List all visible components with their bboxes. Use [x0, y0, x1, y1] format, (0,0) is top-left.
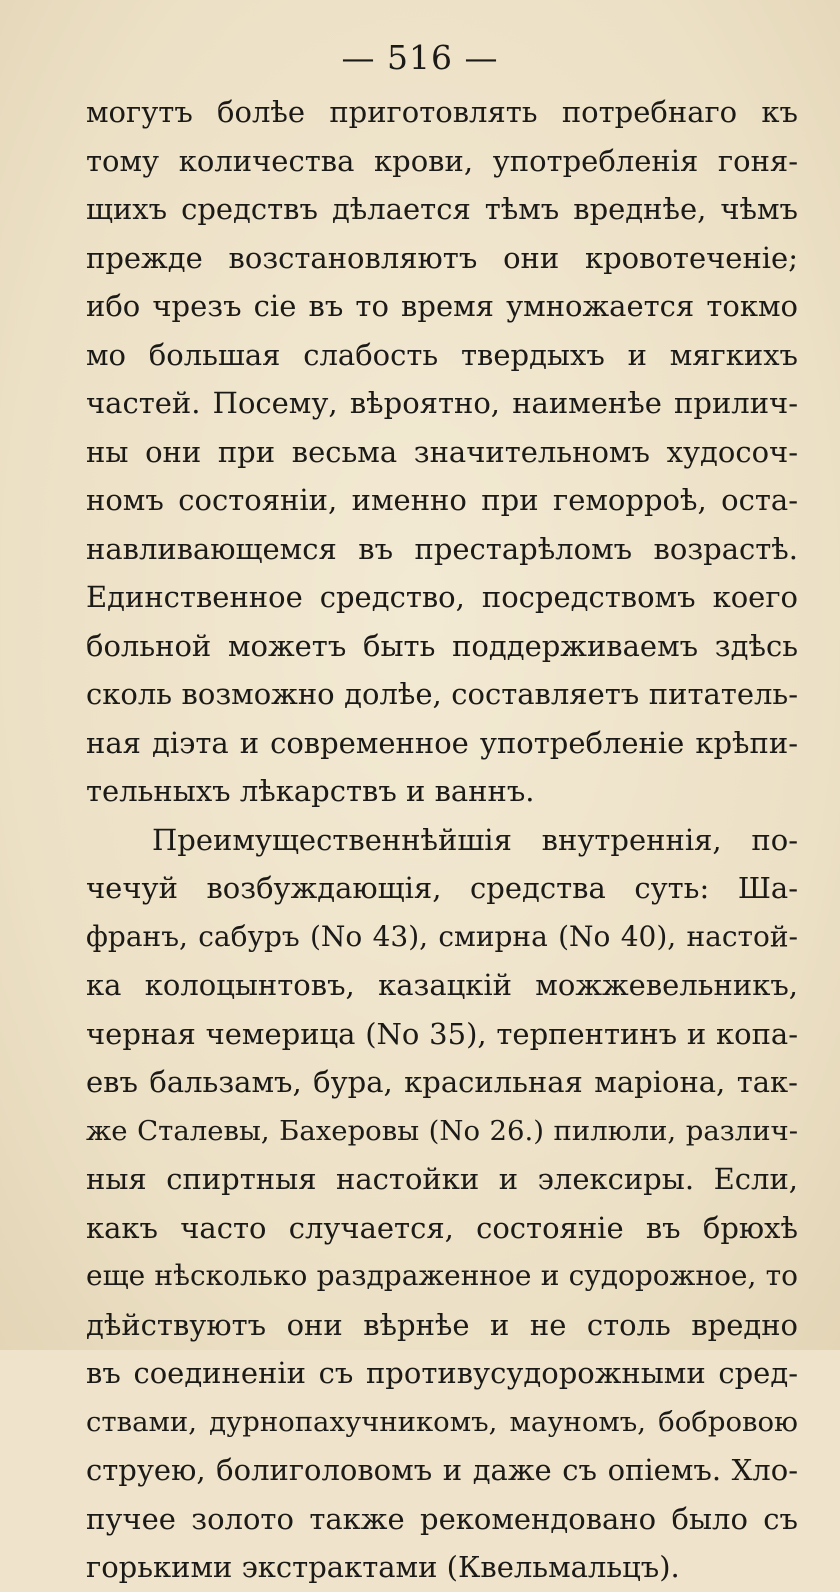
text-line: ствами, дурнопахучникомъ, мауномъ, бобровою: [86, 1405, 798, 1438]
text-line: мо большая слабость твердыхъ и мягкихъ: [86, 337, 798, 372]
text-line: щихъ средствъ дѣлается тѣмъ вреднѣе, чѣмъ: [86, 192, 798, 226]
text-line: франъ, сабуръ (No 43), смирна (No 40), настой-: [86, 919, 798, 953]
text-line: ка колоцынтовъ, казацкій можжевельникъ,: [86, 968, 798, 1002]
text-line: Преимущественнѣйшія внутреннія, по-: [152, 822, 798, 857]
text-line: еще нѣсколько раздраженное и судорожное, то: [86, 1259, 798, 1292]
text-line: дѣйствуютъ они вѣрнѣе и не столь вредно: [86, 1307, 798, 1342]
text-line: ныя спиртныя настойки и элексиры. Если,: [86, 1162, 798, 1196]
text-line: навливающемся въ престарѣломъ возрастѣ.: [86, 531, 798, 566]
text-line: могутъ болѣе приготовлять потребнаго къ: [86, 95, 798, 129]
text-line: какъ часто случается, состояніе въ брюхѣ: [86, 1210, 798, 1245]
text-line: тому количества крови, употребленія гоня-: [86, 143, 798, 178]
text-line: Единственное средство, посредствомъ коего: [86, 580, 798, 614]
paragraph-2: [86, 816, 798, 1592]
paragraph-1: [86, 88, 798, 816]
text-line: номъ состояніи, именно при геморроѣ, оста-: [86, 483, 798, 517]
text-line: струею, болиголовомъ и даже съ опіемъ. Хло-: [86, 1453, 798, 1487]
text-line: въ соединеніи съ противусудорожными сред-: [86, 1356, 798, 1390]
text-line: пучее золото также рекомендовано было съ: [86, 1501, 798, 1536]
text-line: тельныхъ лѣкарствъ и ваннъ.: [86, 774, 535, 808]
page-number: — 516 —: [341, 38, 499, 77]
text-line: сколь возможно долѣе, составляетъ питатель-: [86, 677, 798, 711]
text-line: черная чемерица (No 35), терпентинъ и копа-: [86, 1016, 798, 1051]
text-line: прежде возстановляютъ они кровотеченіе;: [86, 240, 798, 275]
text-line: ны они при весьма значительномъ худосоч-: [86, 434, 798, 469]
text-line: горькими экстрактами (Квельмальцъ).: [86, 1550, 680, 1584]
text-line: ибо чрезъ сіе въ то время умножается токмо: [86, 289, 798, 323]
text-line: же Сталевы, Бахеровы (No 26.) пилюли, различ-: [86, 1114, 798, 1147]
text-line: ная діэта и современное употребленіе крѣпи-: [86, 725, 798, 760]
text-line: частей. Посему, вѣроятно, наименѣе прилич-: [86, 386, 798, 420]
text-line: больной можетъ быть поддерживаемъ здѣсь: [86, 628, 798, 663]
text-line: чечуй возбуждающія, средства суть: Ша-: [86, 871, 798, 905]
body-text: [86, 88, 798, 1592]
text-line: евъ бальзамъ, бура, красильная маріона, так-: [86, 1065, 798, 1099]
